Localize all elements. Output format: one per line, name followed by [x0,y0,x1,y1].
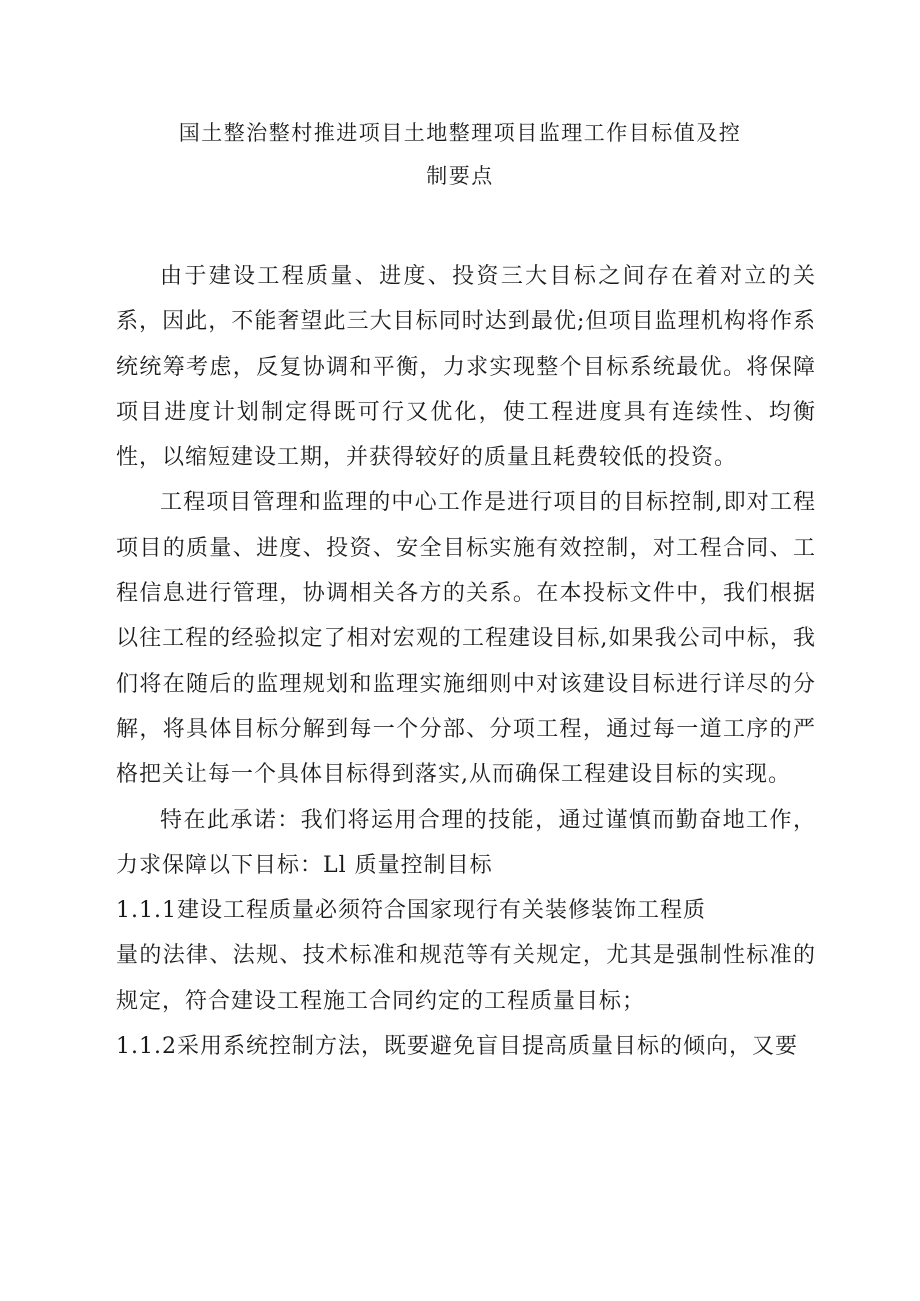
item-1-1-1-body: 量的法律、法规、技术标准和规范等有关规定，尤其是强制性标准的规定，符合建设工程施工合同约定的工程质量目标； [116,943,816,1014]
title-line-2: 制要点 [426,164,494,188]
paragraph-commitment: 特在此承诺：我们将运用合理的技能，通过谨慎而勤奋地工作，力求保障以下目标：Ll 质量控制目标 [116,807,816,878]
document-title [0,112,920,198]
paragraph-objectives-balance: 由于建设工程质量、进度、投资三大目标之间存在着对立的关系，因此，不能奢望此三大目标同时达到最优;但项目监理机构将作系统统筹考虑，反复协调和平衡，力求实现整个目标系统最优。将保障项目进度计划制定得既可行又优化，使工程进度具有连续性、均衡性，以缩短建设工期，并获得较好的质量且耗费较低的投资。 [116,264,816,471]
item-1-1-2: 1.1.2采用系统控制方法，既要避免盲目提高质量目标的倾向，又要 [116,1034,798,1060]
item-1-1-1-heading: 1.1.1建设工程质量必须符合国家现行有关装修装饰工程质 [116,898,706,924]
document-body [116,254,816,1069]
paragraph-supervision-core: 工程项目管理和监理的中心工作是进行项目的目标控制,即对工程项目的质量、进度、投资、安全目标实施有效控制，对工程合同、工程信息进行管理，协调相关各方的关系。在本投标文件中，我们根据以往工程的经验拟定了相对宏观的工程建设目标,如果我公司中标，我们将在随后的监理规划和监理实施细则中对该建设目标进行详尽的分解，将具体目标分解到每一个分部、分项工程，通过每一道工序的严格把关让每一个具体目标得到落实,从而确保工程建设目标的实现。 [116,490,816,788]
title-line-1: 国土整治整村推进项目土地整理项目监理工作目标值及控 [178,121,742,145]
